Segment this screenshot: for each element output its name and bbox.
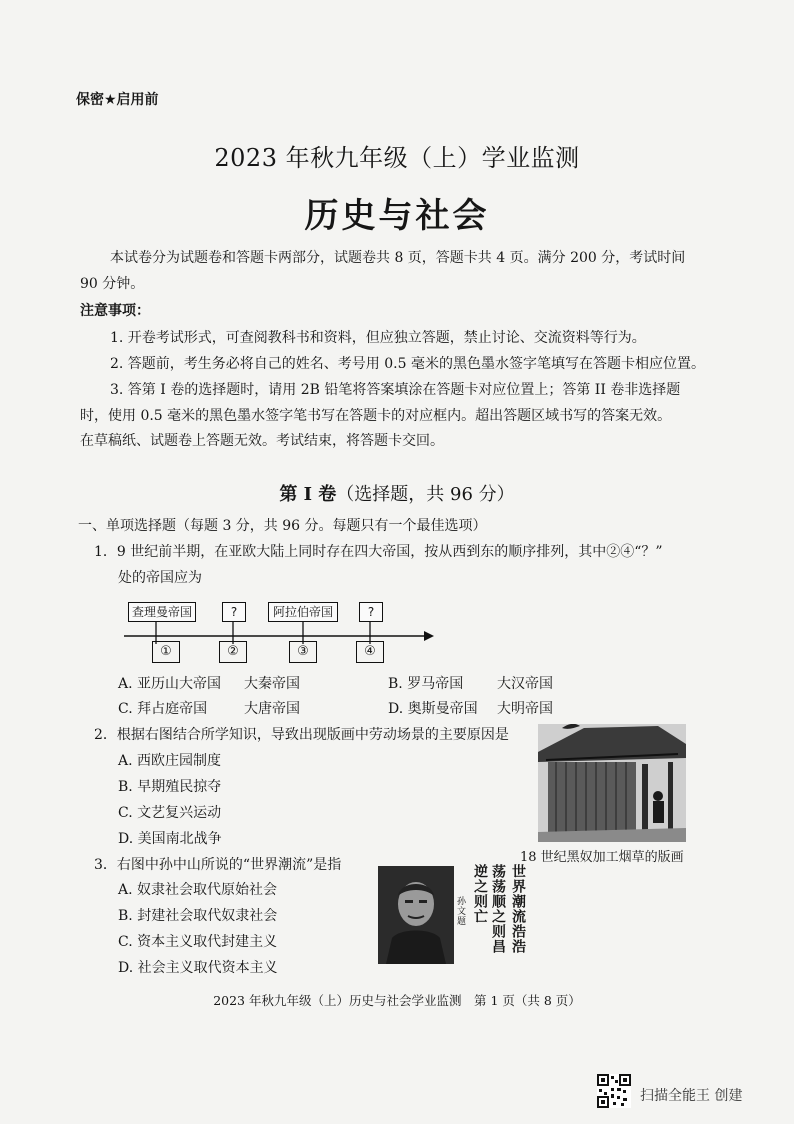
timeline-number-3: ③ — [289, 641, 317, 663]
notice-item-3-line-3: 在草稿纸、试题卷上答题无效。考试结束，将答题卡交回。 — [80, 433, 444, 449]
sun-yat-sen-portrait — [378, 866, 454, 964]
scanner-watermark: 扫描全能王 创建 — [640, 1088, 743, 1104]
notice-title: 注意事项： — [80, 303, 150, 319]
calligraphy-column-2: 荡荡顺之则昌 — [490, 864, 506, 954]
part-title-main: 第 I 卷 — [279, 484, 337, 505]
q2-option-d: D. 美国南北战争 — [118, 831, 222, 847]
q2-stem: 2．根据右图结合所学知识，导致出现版画中劳动场景的主要原因是 — [94, 727, 509, 743]
intro-line-1: 本试卷分为试题卷和答题卡两部分，试题卷共 8 页，答题卡共 4 页。满分 200 分，考试时间 — [110, 250, 686, 266]
exam-title: 2023 年秋九年级（上）学业监测 — [214, 144, 580, 172]
notice-item-2: 2. 答题前，考生务必将自己的姓名、考号用 0.5 毫米的黑色墨水签字笔填写在答题卡相应位置。 — [110, 356, 705, 372]
q3-option-d: D. 社会主义取代资本主义 — [118, 960, 278, 976]
confidential-label: 保密★启用前 — [76, 92, 159, 108]
q1-option-b-1: B. 罗马帝国 — [388, 676, 464, 692]
notice-item-1: 1. 开卷考试形式，可查阅教科书和资料，但应独立答题，禁止讨论、交流资料等行为。 — [110, 330, 646, 346]
timeline-number-4: ④ — [356, 641, 384, 663]
calligraphy-column-1: 世界潮流浩浩 — [510, 864, 526, 954]
q3-option-a: A. 奴隶社会取代原始社会 — [118, 882, 278, 898]
slavery-woodcut-image — [538, 724, 686, 842]
calligraphy-signature: 孙文题 — [455, 896, 465, 926]
notice-item-3-line-2: 时，使用 0.5 毫米的黑色墨水签字笔书写在答题卡的对应框内。超出答题区域书写的答案无效。 — [80, 408, 672, 424]
q1-option-b-2: 大汉帝国 — [497, 676, 553, 692]
subject-title: 历史与社会 — [304, 196, 490, 236]
q3-option-b: B. 封建社会取代奴隶社会 — [118, 908, 278, 924]
timeline-box-charlemagne: 查理曼帝国 — [128, 602, 196, 622]
q1-option-a-1: A. 亚历山大帝国 — [118, 676, 222, 692]
q1-option-c-2: 大唐帝国 — [244, 701, 300, 717]
timeline-number-2: ② — [219, 641, 247, 663]
timeline-box-unknown-2: ? — [222, 602, 246, 622]
q1-option-a-2: 大秦帝国 — [244, 676, 300, 692]
q2-option-b: B. 早期殖民掠夺 — [118, 779, 222, 795]
q1-stem-line-1: 1．9 世纪前半期，在亚欧大陆上同时存在四大帝国，按从西到东的顺序排列，其中②④“？” — [94, 544, 663, 560]
q3-stem: 3．右图中孙中山所说的“世界潮流”是指 — [94, 857, 342, 873]
calligraphy-column-3: 逆之则亡 — [472, 864, 488, 924]
q2-image-caption: 18 世纪黑奴加工烟草的版画 — [520, 850, 684, 865]
q1-stem-line-2: 处的帝国应为 — [118, 570, 202, 586]
q1-option-d-2: 大明帝国 — [497, 701, 553, 717]
timeline-box-arab: 阿拉伯帝国 — [268, 602, 338, 622]
timeline-number-1: ① — [152, 641, 180, 663]
section-title: 一、单项选择题（每题 3 分，共 96 分。每题只有一个最佳选项） — [78, 518, 487, 534]
page-footer: 2023 年秋九年级（上）历史与社会学业监测 第 1 页（共 8 页） — [213, 993, 581, 1008]
part-title — [0, 480, 794, 506]
qr-code-icon — [597, 1074, 631, 1108]
notice-item-3-line-1: 3. 答第 I 卷的选择题时，请用 2B 铅笔将答案填涂在答题卡对应位置上；答第 II 卷非选择题 — [110, 382, 681, 398]
q1-option-d-1: D. 奥斯曼帝国 — [388, 701, 478, 717]
q2-option-c: C. 文艺复兴运动 — [118, 805, 222, 821]
part-title-sub: （选择题，共 96 分） — [336, 484, 515, 505]
q2-option-a: A. 西欧庄园制度 — [118, 753, 222, 769]
q1-option-c-1: C. 拜占庭帝国 — [118, 701, 208, 717]
q3-option-c: C. 资本主义取代封建主义 — [118, 934, 278, 950]
timeline-box-unknown-4: ? — [359, 602, 383, 622]
intro-line-2: 90 分钟。 — [80, 276, 145, 292]
